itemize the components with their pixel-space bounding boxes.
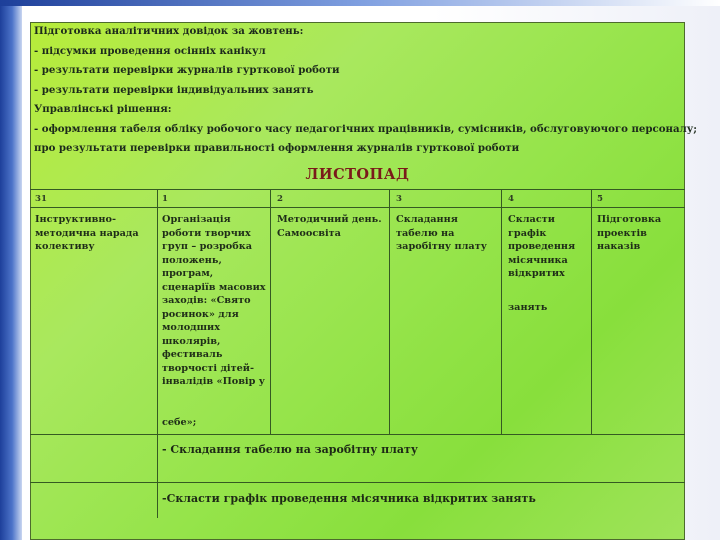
intro-line: Підготовка аналітичних довідок за жовтень: [34,25,304,37]
bottom-row-text: -Скласти графік проведення місячника відкритих занять [162,492,536,505]
cell-activity: Методичний день. Самоосвіта [277,214,382,239]
cell-activity: Організація роботи творчих груп – розробка положень, програм, сценаріїв масових заходів: «Свято росинок» для молодших школярів, фестиваль творчості дітей-інвалідів «Повір у [162,214,266,387]
table-line [270,189,271,434]
cell-activity-tail: себе»; [162,417,197,428]
intro-line: - результати перевірки журналів гурткової роботи [34,64,340,76]
table-line [30,482,685,483]
table-line [501,189,502,434]
intro-line: - підсумки проведення осінніх канікул [34,44,266,57]
month-heading: ЛИСТОПАД [305,166,410,183]
bottom-row-text: - Складання табелю на заробітну плату [162,443,418,456]
intro-line: Управлінські рішення: [34,103,172,115]
day-number: 1 [162,194,168,204]
day-number: 3 [396,194,402,204]
left-decorative-bar [0,0,22,540]
table-line [30,207,685,208]
top-decorative-bar [0,0,720,6]
table-line [591,189,592,434]
cell-activity: Скласти графік проведення місячника відкритих [508,214,576,279]
intro-text-block [34,22,698,159]
table-line [389,189,390,434]
intro-line: - оформлення табеля обліку робочого часу педагогічних працівників, сумісників, обслуговуючого персоналу; [34,122,698,135]
intro-line: - результати перевірки індивідуальних занять [34,83,314,96]
intro-line: про результати перевірки правильності оформлення журналів гурткової роботи [34,142,520,154]
table-line [30,434,685,435]
day-number: 2 [277,194,283,204]
cell-activity-tail: занять [508,302,548,313]
cell-activity: Інструктивно-методична нарада колективу [35,214,139,252]
day-number: 31 [35,194,47,204]
day-number: 5 [597,194,603,204]
table-line [157,189,158,518]
table-line [30,189,685,190]
cell-activity: Підготовка проектів наказів [597,214,662,252]
cell-activity: Складання табелю на заробітну плату [396,214,487,252]
day-number: 4 [508,194,514,204]
